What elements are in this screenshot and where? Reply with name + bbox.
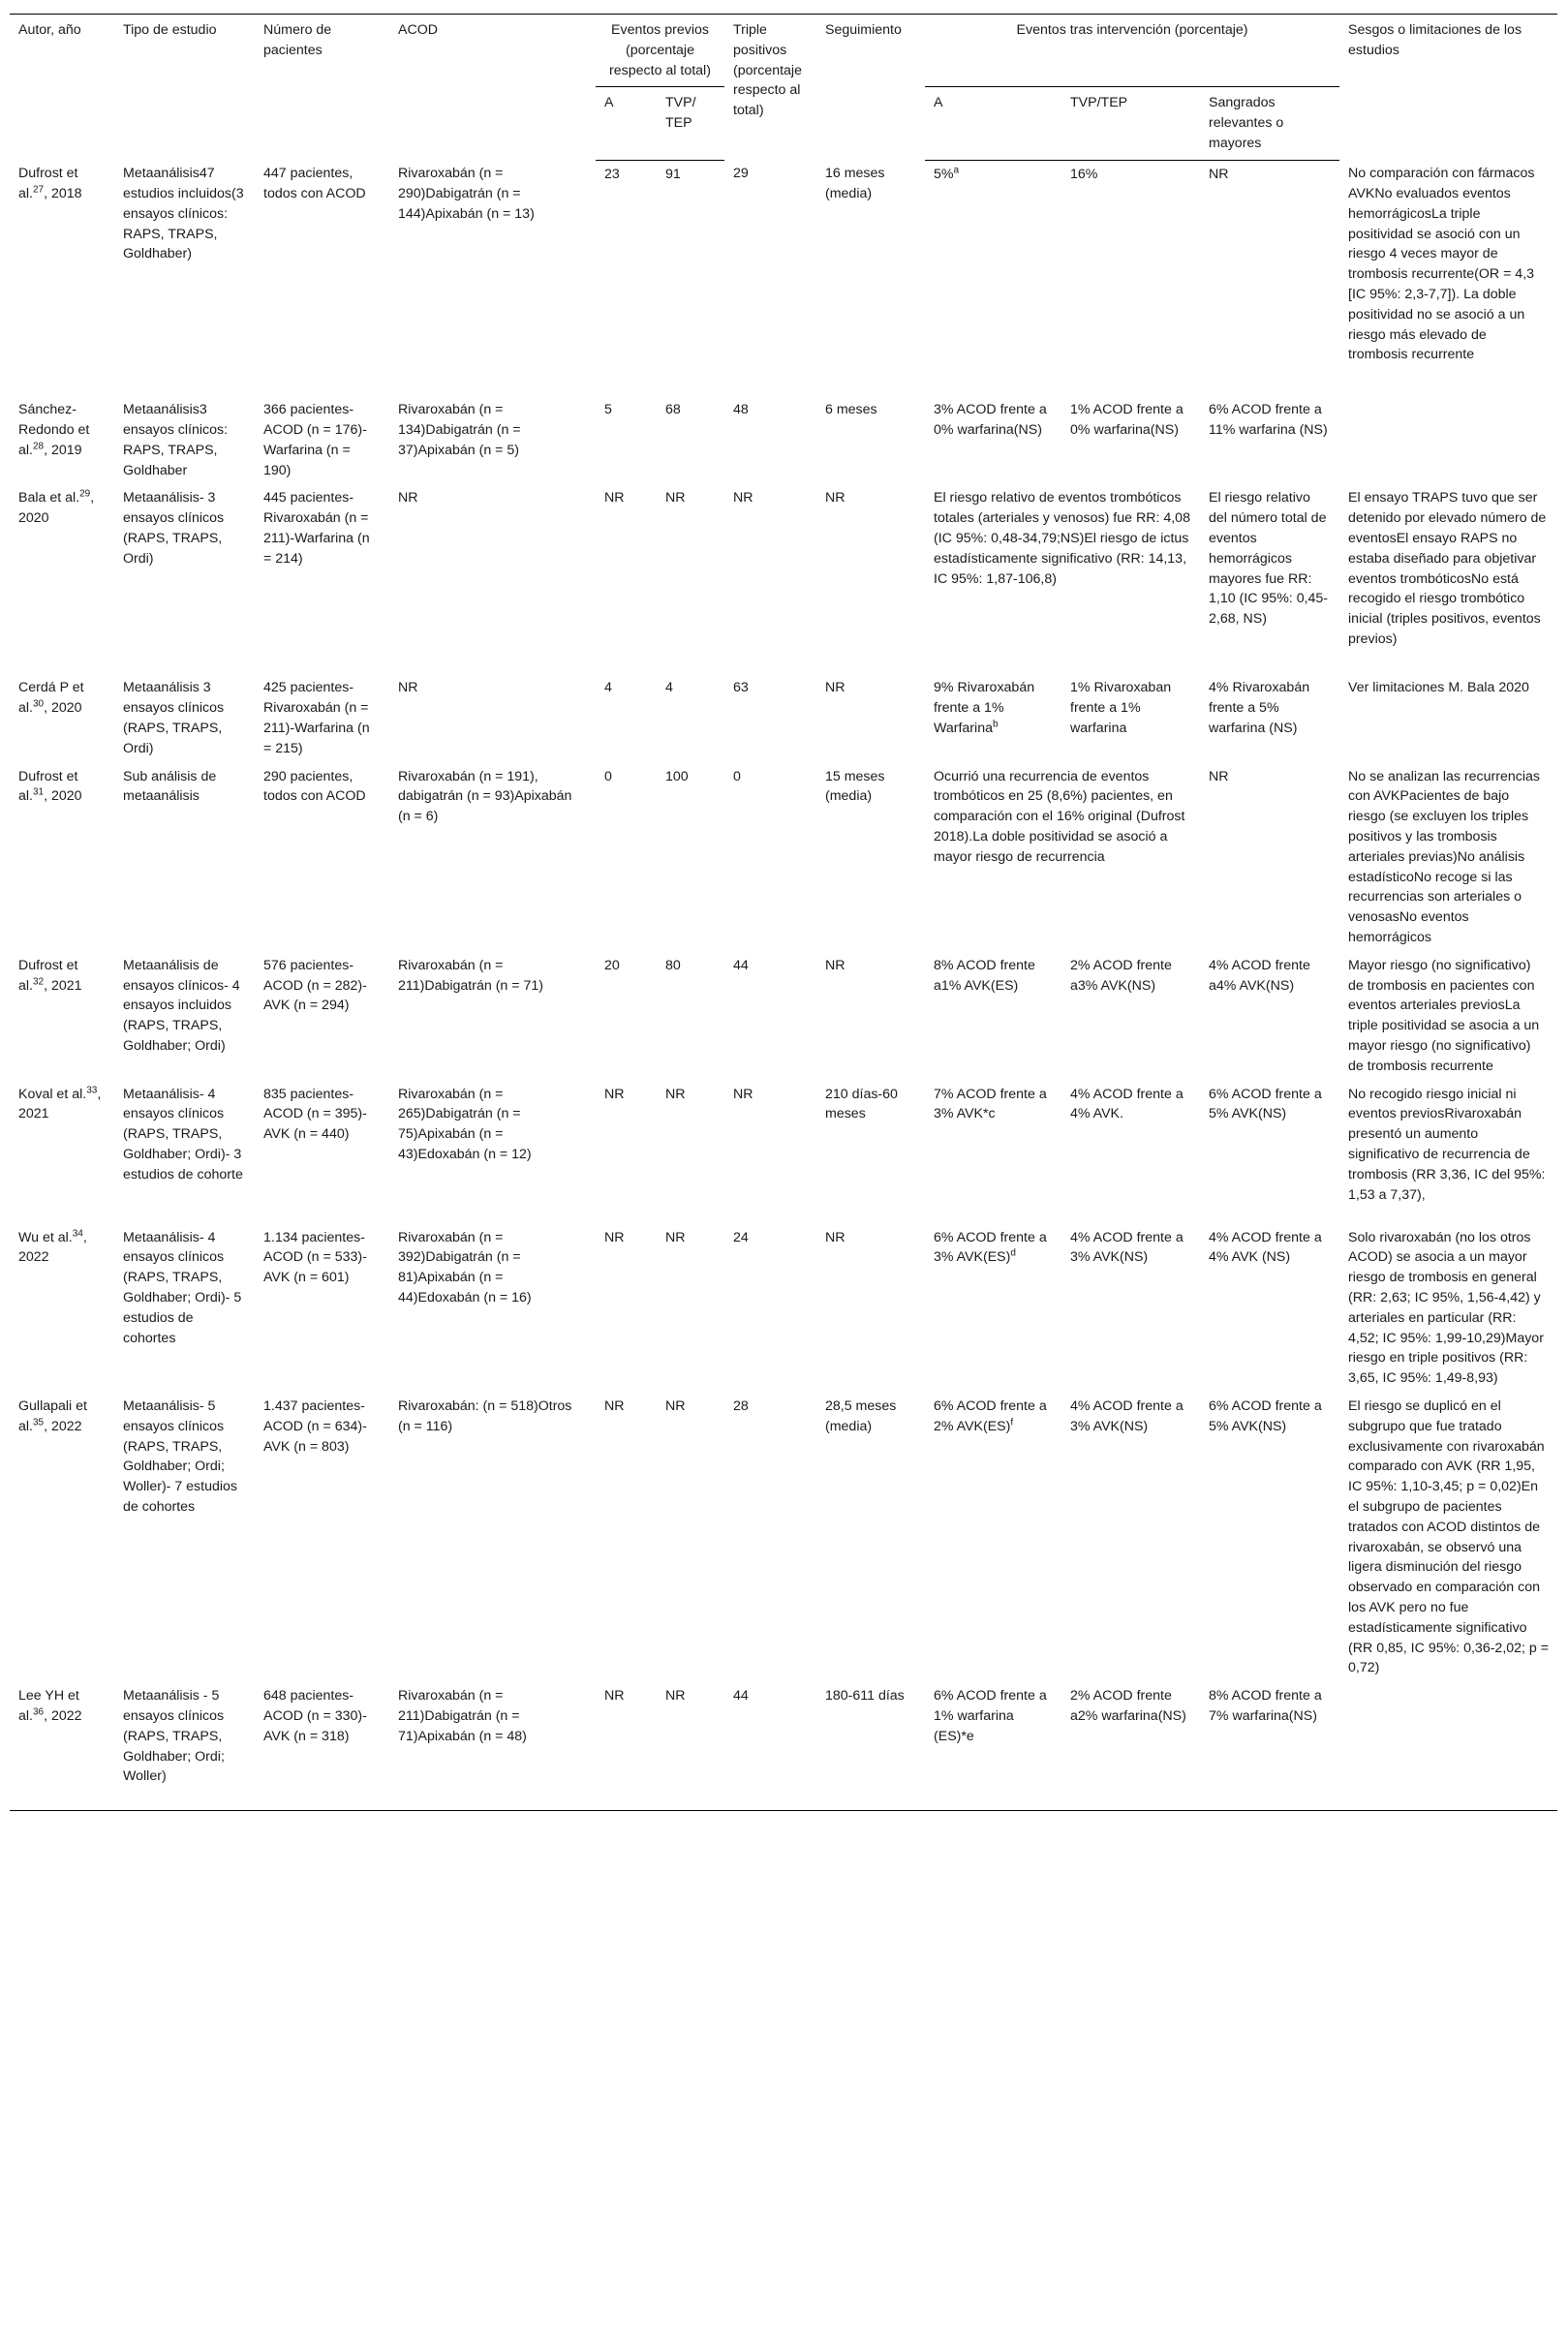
cell-prev-tvp-tep: 4: [665, 680, 673, 696]
autor-name: Koval et al.: [18, 1086, 87, 1102]
cell-sesgos: El ensayo TRAPS tuvo que ser detenido por elevado número de eventosEl ensayo RAPS no estaba diseñado para objetivar eventos trombóticosNo está recogido el riesgo trombótico inicial (triples positivos, eventos previos): [1348, 490, 1547, 648]
autor-year: , 2021: [44, 977, 82, 994]
cell-post-a: [925, 952, 1061, 1081]
table-row: [10, 674, 1557, 762]
cell-sesgos: [1339, 396, 1557, 484]
cell-prev-tvp-tep: 68: [665, 402, 681, 418]
header-acod: ACOD: [398, 22, 438, 38]
cell-seguimiento: NR: [825, 680, 845, 696]
cell-post-tvp-tep: 4% ACOD frente a 4% AVK.: [1070, 1086, 1184, 1122]
cell-post-merged: El riesgo relativo de eventos trombóticos totales (arteriales y venosos) fue RR: 4,08 (IC 95%: 0,48-34,79;NS)El riesgo de ictus estadísticamente significativo (RR: 14,13, IC 95%: 1,87-106,8): [934, 490, 1190, 587]
autor-ref: 27: [32, 184, 45, 196]
cell-post-tvp-tep: 4% ACOD frente a 3% AVK(NS): [1070, 1397, 1184, 1434]
subheader-post-a: A: [925, 87, 1061, 160]
cell-tipo: Metaanálisis- 4 ensayos clínicos (RAPS, TRAPS, Goldhaber; Ordi)- 5 estudios de cohortes: [123, 1229, 242, 1346]
table-row: [10, 1081, 1557, 1224]
cell-post-sangrados: 4% ACOD frente a4% AVK(NS): [1209, 957, 1310, 994]
autor-ref: 34: [72, 1227, 83, 1239]
cell-post-a: [925, 1682, 1061, 1810]
cell-tipo: Metaanálisis- 5 ensayos clínicos (RAPS, TRAPS, Goldhaber; Ordi; Woller)- 7 estudios de cohortes: [123, 1397, 238, 1515]
cell-tipo: Metaanálisis3 ensayos clínicos: RAPS, TRAPS, Goldhaber: [123, 402, 229, 478]
cell-numero: 425 pacientes-Rivaroxabán (n = 211)-Warfarina (n = 215): [263, 680, 370, 756]
cell-tipo: Metaanálisis47 estudios incluidos(3 ensayos clínicos: RAPS, TRAPS, Goldhaber): [123, 166, 244, 262]
autor-ref: 36: [32, 1706, 45, 1718]
cell-prev-tvp-tep: 80: [665, 957, 681, 973]
post-a-text: 8% ACOD frente a1% AVK(ES): [934, 957, 1035, 994]
cell-acod: Rivaroxabán (n = 392)Dabigatrán (n = 81)Apixabán (n = 44)Edoxabán (n = 16): [398, 1229, 532, 1305]
cell-prev-tvp-tep: NR: [665, 1086, 686, 1102]
cell-sesgos: [1339, 1682, 1557, 1810]
cell-post-sangrados: 4% ACOD frente a 4% AVK (NS): [1209, 1229, 1322, 1266]
cell-prev-a: 4: [604, 680, 612, 696]
cell-prev-a: NR: [604, 1086, 625, 1102]
cell-seguimiento: 28,5 meses (media): [825, 1397, 897, 1434]
cell-prev-a: NR: [604, 490, 625, 507]
header-autor: Autor, año: [18, 22, 81, 38]
cell-prev-tvp-tep: 91: [665, 166, 681, 182]
table-row: [10, 160, 1557, 396]
cell-numero: 576 pacientes-ACOD (n = 282)-AVK (n = 294): [263, 957, 367, 1014]
cell-post-sangrados: 8% ACOD frente a 7% warfarina(NS): [1200, 1682, 1339, 1810]
cell-acod: NR: [398, 680, 418, 696]
autor-ref: 33: [86, 1084, 98, 1095]
cell-seguimiento: NR: [825, 490, 845, 507]
cell-post-a: [925, 1081, 1061, 1224]
cell-numero: 447 pacientes, todos con ACOD: [263, 166, 366, 202]
autor-name: Cerdá P et al.: [18, 680, 84, 717]
cell-post-sangrados: El riesgo relativo del número total de eventos hemorrágicos mayores fue RR: 1,10 (IC 95%: 0,45-2,68, NS): [1209, 490, 1329, 628]
cell-seguimiento: 180-611 días: [816, 1682, 925, 1810]
header-seguimiento: Seguimiento: [825, 22, 902, 38]
cell-triple-positivos: 63: [733, 680, 749, 696]
cell-post-tvp-tep: 1% Rivaroxaban frente a 1% warfarina: [1070, 680, 1172, 737]
cell-prev-a: NR: [604, 1229, 625, 1245]
subheader-prev-a: A: [596, 87, 657, 160]
cell-post-tvp-tep: 2% ACOD frente a3% AVK(NS): [1070, 957, 1172, 994]
post-a-text: 6% ACOD frente a 1% warfarina (ES)*e: [934, 1688, 1047, 1744]
autor-ref: 29: [79, 488, 91, 500]
cell-autor: [10, 1682, 114, 1810]
cell-autor: [10, 1393, 114, 1682]
cell-prev-a: 0: [604, 768, 612, 784]
cell-prev-tvp-tep: NR: [665, 490, 686, 507]
autor-name: Wu et al.: [18, 1229, 73, 1245]
cell-prev-tvp-tep: NR: [665, 1229, 686, 1245]
cell-acod: Rivaroxabán (n = 265)Dabigatrán (n = 75)Apixabán (n = 43)Edoxabán (n = 12): [398, 1086, 532, 1162]
autor-ref: 30: [32, 698, 45, 710]
autor-name: Sánchez-Redondo et al.: [18, 402, 90, 458]
cell-triple-positivos: 24: [733, 1229, 749, 1245]
cell-sesgos: Mayor riesgo (no significativo) de trombosis en pacientes con eventos arteriales previosLa triple positividad se asocia a un mayor riesgo (no significativo) de trombosis recurrente: [1348, 957, 1540, 1074]
cell-tipo: Metaanálisis- 4 ensayos clínicos (RAPS, TRAPS, Goldhaber; Ordi)- 3 estudios de cohorte: [123, 1086, 243, 1182]
cell-prev-a: 23: [604, 166, 620, 182]
cell-post-a: [925, 160, 1061, 396]
cell-post-a: [925, 1224, 1061, 1393]
autor-ref: 28: [32, 441, 45, 452]
cell-seguimiento: 210 días-60 meses: [825, 1086, 898, 1122]
cell-post-sangrados: NR: [1209, 166, 1229, 182]
autor-year: , 2020: [44, 700, 82, 717]
autor-year: , 2019: [44, 442, 82, 458]
autor-ref: 31: [32, 786, 45, 798]
cell-triple-positivos: 0: [733, 768, 741, 784]
autor-name: Dufrost et al.: [18, 768, 78, 805]
cell-sesgos: Solo rivaroxabán (no los otros ACOD) se asocia a un mayor riesgo de trombosis en general (RR: 2,63; IC 95%, 1,56-4,42) y arteriales en particular (RR: 4,52; IC 95%: 1,99-10,29)Mayor riesgo en triple positivos (RR: 3,65, IC 95%: 1,49-8,93): [1348, 1229, 1544, 1387]
header-eventos-previos: Eventos previos (porcentaje respecto al total): [596, 15, 724, 87]
cell-numero: 290 pacientes, todos con ACOD: [263, 768, 366, 805]
cell-prev-tvp-tep: NR: [665, 1397, 686, 1414]
table-row: [10, 1393, 1557, 1682]
cell-post-tvp-tep: 2% ACOD frente a2% warfarina(NS): [1061, 1682, 1200, 1810]
cell-post-sangrados: 6% ACOD frente a 5% AVK(NS): [1209, 1086, 1322, 1122]
cell-seguimiento: 15 meses (media): [825, 768, 885, 805]
cell-post-merged: Ocurrió una recurrencia de eventos trombóticos en 25 (8,6%) pacientes, en comparación con el 16% original (Dufrost 2018).La doble positividad se asoció a mayor riesgo de recurrencia: [934, 768, 1185, 865]
cell-triple-positivos: 44: [733, 957, 749, 973]
cell-triple-positivos: 44: [724, 1682, 816, 1810]
cell-post-sangrados: NR: [1209, 768, 1229, 784]
cell-post-a: [925, 396, 1061, 484]
cell-numero: 648 pacientes-ACOD (n = 330)-AVK (n = 318): [255, 1682, 389, 1810]
post-a-text: 6% ACOD frente a 3% AVK(ES): [934, 1229, 1047, 1266]
table-row: [10, 1682, 1557, 1810]
post-a-footnote: f: [1010, 1417, 1014, 1428]
cell-tipo: Metaanálisis 3 ensayos clínicos (RAPS, TRAPS, Ordi): [123, 680, 225, 756]
autor-year: , 2020: [18, 490, 95, 527]
header-tipo: Tipo de estudio: [123, 22, 217, 38]
table-header: [10, 15, 1557, 161]
cell-tipo: Metaanálisis de ensayos clínicos- 4 ensayos incluidos (RAPS, TRAPS, Goldhaber; Ordi): [123, 957, 240, 1055]
cell-seguimiento: 16 meses (media): [825, 166, 885, 202]
cell-triple-positivos: 48: [733, 402, 749, 418]
post-a-footnote: a: [953, 165, 960, 176]
cell-acod: Rivaroxabán (n = 290)Dabigatrán (n = 144)Apixabán (n = 13): [398, 166, 535, 222]
table-body: [10, 160, 1557, 1810]
cell-autor: [10, 763, 114, 952]
cell-triple-positivos: 28: [733, 1397, 749, 1414]
autor-year: , 2021: [18, 1086, 102, 1122]
autor-name: Dufrost et al.: [18, 166, 78, 202]
cell-numero: 835 pacientes-ACOD (n = 395)-AVK (n = 440): [263, 1086, 367, 1143]
table-row: [10, 396, 1557, 484]
cell-post-tvp-tep: 4% ACOD frente a 3% AVK(NS): [1070, 1229, 1184, 1266]
cell-autor: [10, 1081, 114, 1224]
table-row: [10, 1224, 1557, 1393]
cell-sesgos: No se analizan las recurrencias con AVKPacientes de bajo riesgo (se excluyen los triples positivos y las trombosis arteriales previas)No análisis estadísticoNo recoge si las recurrencias son arteriales o venosasNo eventos hemorrágicos: [1348, 768, 1540, 946]
cell-acod: Rivaroxabán (n = 134)Dabigatrán (n = 37)Apixabán (n = 5): [398, 402, 521, 458]
autor-year: , 2018: [44, 186, 82, 202]
autor-name: Lee YH et al.: [18, 1688, 79, 1724]
cell-prev-tvp-tep: 100: [665, 768, 689, 784]
cell-numero: 1.134 pacientes-ACOD (n = 533)-AVK (n = 601): [263, 1229, 367, 1286]
table-row: [10, 484, 1557, 674]
subheader-post-sangrados: Sangrados relevantes o mayores: [1200, 87, 1339, 160]
header-eventos-tras: Eventos tras intervención (porcentaje): [925, 15, 1339, 87]
autor-year: , 2020: [44, 788, 82, 805]
cell-sesgos: Ver limitaciones M. Bala 2020: [1348, 680, 1529, 696]
cell-prev-tvp-tep: NR: [657, 1682, 724, 1810]
cell-numero: 445 pacientes-Rivaroxabán (n = 211)-Warfarina (n = 214): [263, 490, 370, 567]
cell-autor: [10, 674, 114, 762]
cell-tipo: Sub análisis de metaanálisis: [123, 768, 217, 805]
cell-autor: [10, 952, 114, 1081]
post-a-footnote: b: [992, 719, 999, 730]
autor-year: , 2022: [18, 1229, 87, 1266]
subheader-post-tvp-tep: TVP/TEP: [1061, 87, 1200, 160]
cell-post-sangrados: 6% ACOD frente a 5% AVK(NS): [1209, 1397, 1322, 1434]
cell-seguimiento: 6 meses: [825, 402, 877, 418]
autor-year: , 2022: [44, 1418, 82, 1434]
cell-numero: 1.437 pacientes-ACOD (n = 634)-AVK (n = 803): [263, 1397, 367, 1455]
cell-post-a: [925, 674, 1061, 762]
post-a-text: 3% ACOD frente a 0% warfarina(NS): [934, 402, 1047, 439]
cell-acod: Rivaroxabán (n = 191), dabigatrán (n = 93)Apixabán (n = 6): [398, 768, 572, 825]
cell-triple-positivos: NR: [733, 490, 753, 507]
cell-post-tvp-tep: 1% ACOD frente a 0% warfarina(NS): [1070, 402, 1184, 439]
cell-post-sangrados: 4% Rivaroxabán frente a 5% warfarina (NS): [1209, 680, 1310, 737]
cell-autor: [10, 396, 114, 484]
cell-prev-a: NR: [604, 1397, 625, 1414]
cell-post-tvp-tep: 16%: [1070, 166, 1098, 182]
autor-ref: 35: [32, 1417, 45, 1428]
cell-acod: Rivaroxabán (n = 211)Dabigatrán (n = 71): [398, 957, 543, 994]
cell-seguimiento: NR: [825, 957, 845, 973]
post-a-text: 5%: [934, 166, 954, 182]
autor-year: , 2022: [44, 1707, 82, 1724]
autor-ref: 32: [32, 975, 45, 987]
post-a-text: 7% ACOD frente a 3% AVK*c: [934, 1086, 1047, 1122]
header-triple-positivos: Triple positivos (porcentaje respecto al total): [733, 22, 802, 119]
autor-name: Bala et al.: [18, 490, 80, 507]
cell-acod: Rivaroxabán (n = 211)Dabigatrán (n = 71)Apixabán (n = 48): [389, 1682, 596, 1810]
autor-name: Dufrost et al.: [18, 957, 78, 994]
cell-tipo: Metaanálisis- 3 ensayos clínicos (RAPS, TRAPS, Ordi): [123, 490, 225, 567]
cell-seguimiento: NR: [825, 1229, 845, 1245]
post-a-text: 9% Rivaroxabán frente a 1% Warfarina: [934, 680, 1035, 737]
cell-acod: Rivaroxabán: (n = 518)Otros (n = 116): [398, 1397, 572, 1434]
studies-table: [10, 14, 1557, 1811]
cell-post-sangrados: 6% ACOD frente a 11% warfarina (NS): [1209, 402, 1328, 439]
cell-sesgos: No comparación con fármacos AVKNo evaluados eventos hemorrágicosLa triple positividad se asoció con un riesgo 4 veces mayor de trombosis recurrente(OR = 4,3 [IC 95%: 2,3-7,7]). La doble positividad no se asoció a un riesgo más elevado de trombosis recurrente: [1348, 166, 1535, 363]
cell-prev-a: NR: [596, 1682, 657, 1810]
cell-post-a: [925, 1393, 1061, 1682]
cell-autor: [10, 484, 114, 674]
cell-prev-a: 20: [604, 957, 620, 973]
header-numero: Número de pacientes: [263, 22, 332, 58]
table-row: [10, 763, 1557, 952]
table-row: [10, 952, 1557, 1081]
cell-sesgos: El riesgo se duplicó en el subgrupo que fue tratado exclusivamente con rivaroxabán comparado con AVK (RR 1,95, IC 95%: 1,10-3,45; p = 0,02)En el subgrupo de pacientes tratados con ACOD distintos de rivaroxabán, se observó una ligera disminución del riesgo observado en comparación con los AVK pero no fue estadísticamente significativo (RR 0,85, IC 95%: 0,36-2,02; p = 0,72): [1348, 1397, 1550, 1676]
post-a-text: 6% ACOD frente a 2% AVK(ES): [934, 1397, 1047, 1434]
cell-sesgos: No recogido riesgo inicial ni eventos previosRivaroxabán presentó un aumento significativo de recurrencia de trombosis (RR 3,36, IC del 95%: 1,53 a 7,37),: [1348, 1086, 1546, 1203]
cell-autor: [10, 160, 114, 396]
cell-triple-positivos: 29: [733, 166, 749, 182]
post-a-footnote: d: [1010, 1247, 1016, 1259]
cell-acod: NR: [398, 490, 418, 507]
cell-prev-a: 5: [604, 402, 612, 418]
cell-tipo: Metaanálisis - 5 ensayos clínicos (RAPS, TRAPS, Goldhaber; Ordi; Woller): [114, 1682, 255, 1810]
autor-name: Gullapali et al.: [18, 1397, 87, 1434]
cell-numero: 366 pacientes-ACOD (n = 176)-Warfarina (n = 190): [263, 402, 367, 478]
cell-autor: [10, 1224, 114, 1393]
cell-triple-positivos: NR: [733, 1086, 753, 1102]
subheader-prev-tvp-tep: TVP/ TEP: [657, 87, 724, 160]
header-sesgos: Sesgos o limitaciones de los estudios: [1348, 22, 1522, 58]
